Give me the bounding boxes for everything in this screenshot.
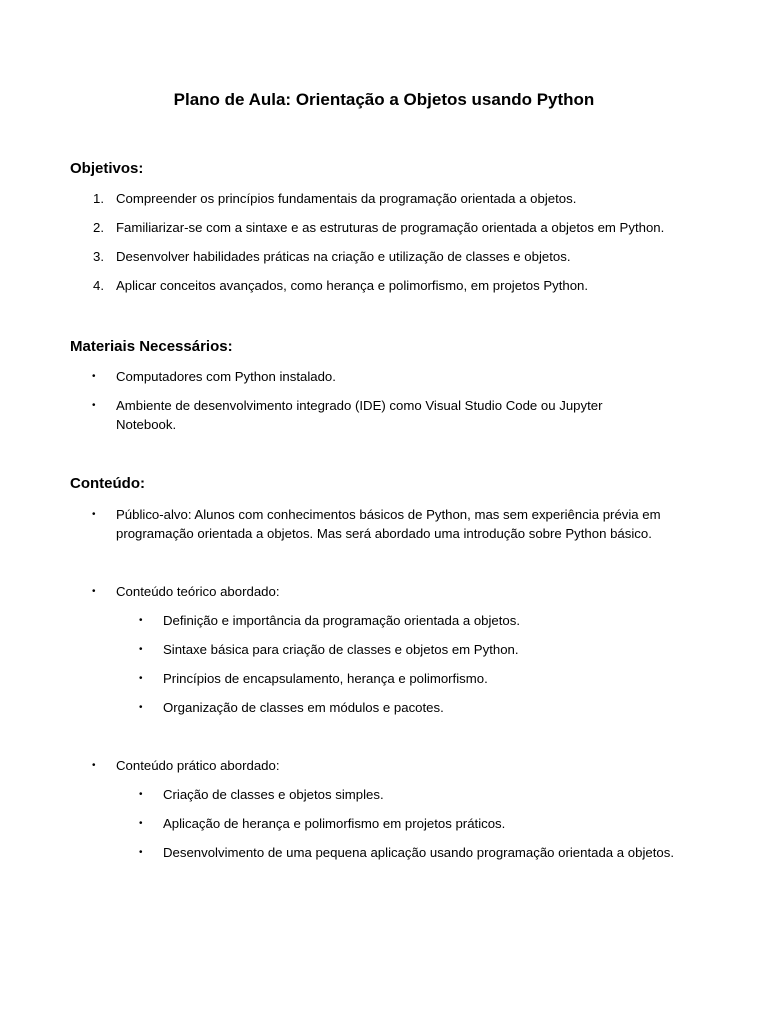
- bullet-icon: •: [139, 673, 143, 684]
- sublist-item-text: Criação de classes e objetos simples.: [163, 787, 384, 802]
- list-item-text: Computadores com Python instalado.: [116, 369, 336, 384]
- sublist-item: [0, 611, 700, 630]
- sublist-item-text: Princípios de encapsulamento, herança e polimorfismo.: [163, 671, 488, 686]
- pratico-label: Conteúdo prático abordado:: [116, 758, 280, 773]
- list-item: [0, 505, 710, 543]
- bullet-icon: •: [92, 400, 96, 411]
- sublist-item: [0, 698, 700, 717]
- sublist-item: [0, 843, 680, 862]
- bullet-icon: •: [139, 847, 143, 858]
- sublist-item: [0, 785, 700, 804]
- list-item-text: Aplicar conceitos avançados, como herança e polimorfismo, em projetos Python.: [116, 278, 589, 293]
- list-item-text: Ambiente de desenvolvimento integrado (IDE) como Visual Studio Code ou Jupyter Notebook.: [116, 398, 603, 432]
- bullet-icon: •: [139, 644, 143, 655]
- list-item: [0, 582, 700, 601]
- sublist-item-text: Definição e importância da programação orientada a objetos.: [163, 613, 521, 628]
- list-number: 4.: [93, 278, 104, 293]
- bullet-icon: •: [139, 789, 143, 800]
- list-item-text: Familiarizar-se com a sintaxe e as estruturas de programação orientada a objetos em Python.: [116, 220, 665, 235]
- page-title: Plano de Aula: Orientação a Objetos usando Python: [173, 90, 595, 109]
- list-item: [0, 367, 700, 386]
- bullet-icon: •: [92, 509, 96, 520]
- publico-alvo-text: Público-alvo: Alunos com conhecimentos básicos de Python, mas sem experiência prévia em programação orientada a objetos. Mas será abordado uma introdução sobre Python básico.: [116, 507, 661, 541]
- teorico-label: Conteúdo teórico abordado:: [116, 584, 280, 599]
- list-number: 1.: [93, 191, 104, 206]
- sublist-item-text: Organização de classes em módulos e pacotes.: [163, 700, 444, 715]
- sublist-item-text: Sintaxe básica para criação de classes e objetos em Python.: [163, 642, 519, 657]
- list-item: [0, 756, 700, 775]
- sublist-item: [0, 669, 700, 688]
- bullet-icon: •: [92, 586, 96, 597]
- sublist-item-text: Desenvolvimento de uma pequena aplicação usando programação orientada a objetos.: [163, 845, 674, 860]
- bullet-icon: •: [139, 702, 143, 713]
- list-item-text: Compreender os princípios fundamentais da programação orientada a objetos.: [116, 191, 577, 206]
- list-item: [0, 189, 700, 208]
- list-item: [0, 218, 700, 237]
- list-item: [0, 276, 700, 295]
- list-item: [0, 396, 660, 434]
- sublist-item-text: Aplicação de herança e polimorfismo em projetos práticos.: [163, 816, 506, 831]
- list-item-text: Desenvolver habilidades práticas na criação e utilização de classes e objetos.: [116, 249, 571, 264]
- sublist-item: [0, 640, 700, 659]
- conteudo-heading: Conteúdo:: [70, 475, 145, 492]
- bullet-icon: •: [92, 760, 96, 771]
- list-number: 2.: [93, 220, 104, 235]
- sublist-item: [0, 814, 700, 833]
- list-item: [0, 247, 700, 266]
- list-number: 3.: [93, 249, 104, 264]
- bullet-icon: •: [92, 371, 96, 382]
- bullet-icon: •: [139, 818, 143, 829]
- objetivos-heading: Objetivos:: [70, 160, 144, 177]
- materiais-heading: Materiais Necessários:: [70, 338, 233, 355]
- bullet-icon: •: [139, 615, 143, 626]
